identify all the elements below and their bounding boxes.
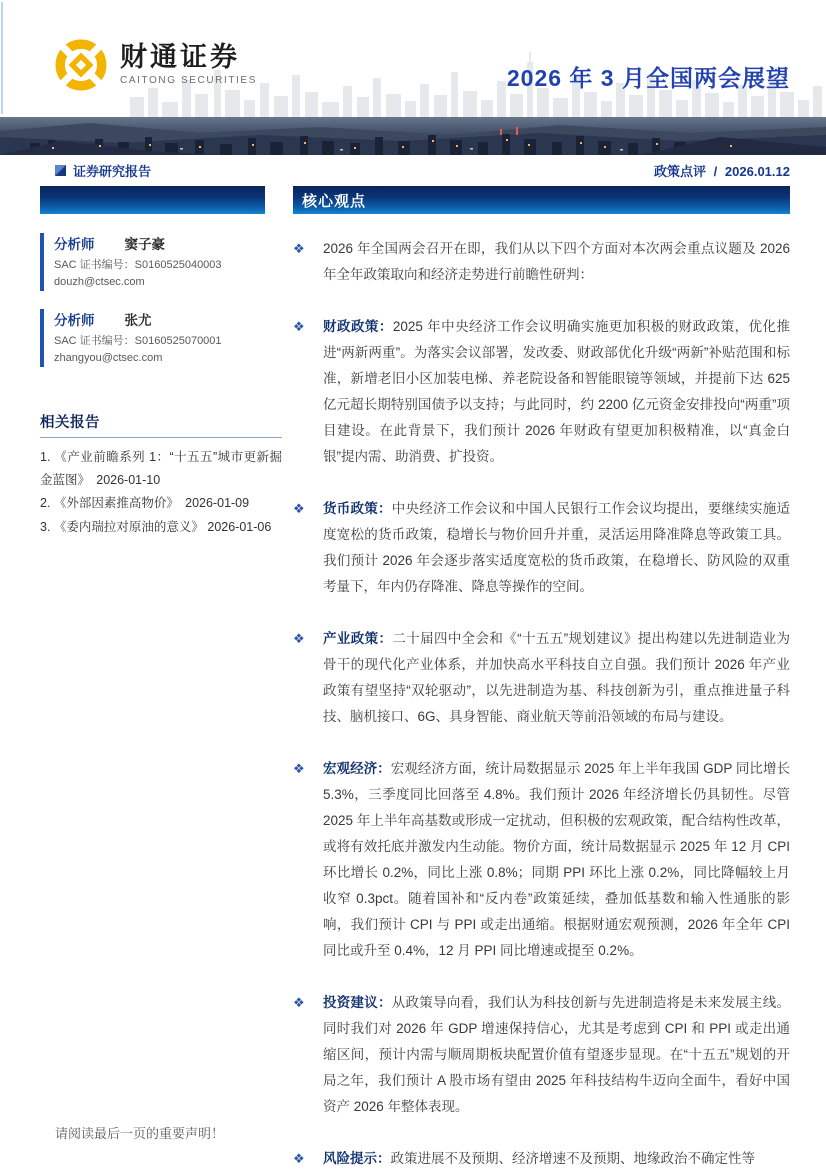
bullet-monetary-policy bbox=[293, 496, 790, 600]
bullet-text bbox=[323, 626, 790, 730]
report-category-date bbox=[650, 161, 790, 180]
analyst-sac-number: SAC 证书编号：S0160525040003 bbox=[54, 259, 222, 271]
analyst-name: 窦子豪 bbox=[124, 237, 165, 252]
core-view-header-bar bbox=[293, 186, 790, 214]
sidebar-header-bar bbox=[40, 186, 265, 214]
bullet-body-text: 宏观经济方面，统计局数据显示 2025 年上半年我国 GDP 同比增长 5.3%，三季度同比回落至 4.8%。我们预计 2026 年经济增长仍具韧性。尽管 2025 年上半年高基数或形成一定扰动，但积极的宏观政策，配合结构性改革，或将有效托底并激发内生动能。物价方面，统计局数据显示 2025 年 12 月 CPI 环比增长 0.2%，同比上涨 0.8%；同期 PPI 环比上涨 0.2%，同比降幅较上月收窄 0.3pct。随着国补和“反内卷”政策延续，叠加低基数和输入性通胀的影响，我们预计 CPI 与 PPI 或走出通缩。根据财通宏观预测，2026 年全年 CPI 同比或升至 0.4%，12 月 PPI 同比增速或提至 0.2%。 bbox=[323, 761, 791, 958]
diamond-bullet-icon: ❖ bbox=[293, 241, 305, 256]
analyst-name: 张尤 bbox=[124, 313, 152, 329]
section-title: 核心观点 bbox=[302, 192, 367, 210]
bullet-lead: 宏观经济： bbox=[323, 761, 391, 776]
bullet-text bbox=[323, 236, 790, 288]
related-report-item: 2. 《外部因素推高物价》 2026-01-09 bbox=[40, 496, 250, 511]
bullet-risk-warning bbox=[293, 1146, 790, 1169]
bullet-lead: 产业政策： bbox=[323, 631, 393, 646]
bullet-body-text: 2026 年全国两会召开在即，我们从以下四个方面对本次两会重点议题及 2026 年全年政策取向和经济走势进行前瞻性研判： bbox=[323, 241, 790, 282]
report-type bbox=[55, 161, 151, 180]
company-logo bbox=[54, 38, 257, 92]
diamond-bullet-icon: ❖ bbox=[293, 631, 305, 646]
diamond-bullet-icon: ❖ bbox=[293, 995, 305, 1010]
logo-text bbox=[120, 44, 257, 86]
analyst-role-label: 分析师 bbox=[54, 313, 95, 329]
logo-name-en: CAITONG SECURITIES bbox=[120, 75, 257, 86]
analyst-card bbox=[40, 309, 282, 367]
bullet-body-text: 2025 年中央经济工作会议明确实施更加积极的财政政策，优化推进“两新两重”。为落实会议部署，发改委、财政部优化升级“两新”补贴范围和标准，新增老旧小区加装电梯、养老院设备和智能眼镜等领域，并提前下达 625 亿元超长期特别国债予以支持；与此同时，约 2200 亿元资金安排投向“两重”项目建设。在此背景下，我们预计 2026 年财政有望更加积极精准，以“真金白银”提内需、助消费、扩投资。 bbox=[323, 319, 790, 464]
analyst-role-label: 分析师 bbox=[54, 237, 95, 252]
bullet-investment-advice bbox=[293, 990, 790, 1120]
sidebar bbox=[40, 233, 282, 539]
bullet-body-text: 政策进展不及预期、经济增速不及预期、地缘政治不确定性等 bbox=[390, 1151, 755, 1166]
report-type-label: 证券研究报告 bbox=[73, 164, 152, 179]
separator: / bbox=[713, 164, 718, 179]
bullet-lead: 风险提示： bbox=[323, 1151, 391, 1166]
caitong-emblem-icon bbox=[54, 38, 108, 92]
related-report-item: 3. 《委内瑞拉对原油的意义》 2026-01-06 bbox=[40, 519, 272, 534]
related-report-item: 1. 《产业前瞻系列 1：“十五五”城市更新掘金蓝图》 2026-01-10 bbox=[40, 450, 282, 488]
bullet-body-text: 二十届四中全会和《“十五五”规划建议》提出构建以先进制造业为骨干的现代化产业体系，并加快高水平科技自立自强。我们预计 2026 年产业政策有望坚持“双轮驱动”，以先进制造为基、科技创新为引，重点推进量子科技、脑机接口、6G、具身智能、商业航天等前沿领域的布局与建设。 bbox=[323, 631, 790, 724]
diamond-bullet-icon: ❖ bbox=[293, 501, 305, 516]
bullet-fiscal-policy bbox=[293, 314, 790, 470]
bullet-body-text: 中央经济工作会议和中国人民银行工作会议均提出，要继续实施适度宽松的货币政策，稳增长与物价回升并重，灵活运用降准降息等政策工具。我们预计 2026 年会逐步落实适度宽松的货币政策，在稳增长、防风险的双重考量下，年内仍存降准、降息等操作的空间。 bbox=[323, 501, 791, 594]
analyst-sac-number: SAC 证书编号：S0160525070001 bbox=[54, 335, 222, 348]
report-date: 2026.01.12 bbox=[724, 164, 790, 179]
bullet-lead: 投资建议： bbox=[323, 995, 392, 1010]
report-title: 2026 年 3 月全国两会展望 bbox=[506, 65, 790, 91]
bullet-text bbox=[323, 314, 790, 470]
related-reports bbox=[40, 411, 282, 539]
diamond-bullet-icon: ❖ bbox=[293, 319, 305, 334]
category-label: 政策点评 bbox=[654, 164, 707, 179]
diamond-bullet-icon: ❖ bbox=[293, 761, 305, 776]
bullet-lead: 财政政策： bbox=[323, 319, 393, 334]
bullet-industrial-policy bbox=[293, 626, 790, 730]
footer-disclaimer: 请阅读最后一页的重要声明！ bbox=[55, 1126, 225, 1141]
bullet-macro-economy bbox=[293, 756, 790, 964]
related-reports-title: 相关报告 bbox=[40, 411, 282, 438]
bullet-intro bbox=[293, 236, 790, 288]
analyst-email: zhangyou@ctsec.com bbox=[54, 352, 163, 365]
core-views-content bbox=[293, 236, 790, 1169]
bullet-text bbox=[323, 756, 790, 964]
bullet-text bbox=[323, 990, 790, 1120]
bullet-text bbox=[323, 1146, 790, 1169]
bullet-text bbox=[323, 496, 790, 600]
cityscape-graphic bbox=[0, 117, 826, 155]
bullet-lead: 货币政策： bbox=[323, 501, 392, 516]
related-reports-list bbox=[40, 446, 282, 539]
bullet-body-text: 从政策导向看，我们认为科技创新与先进制造将是未来发展主线。同时我们对 2026 年 GDP 增速保持信心，尤其是考虑到 CPI 和 PPI 或走出通缩区间，预计内需与顺周期板块配置价值有望逐步显现。在“十五五”规划的开局之年，我们预计 A 股市场有望由 2025 年科技结构牛迈向全面牛，看好中国资产 2026 年整体表现。 bbox=[323, 995, 791, 1114]
cityscape-banner-image bbox=[0, 117, 826, 155]
analyst-email: douzh@ctsec.com bbox=[54, 276, 145, 289]
analyst-card bbox=[40, 233, 282, 291]
diamond-bullet-icon: ❖ bbox=[293, 1151, 305, 1166]
logo-name-cn: 财通证券 bbox=[120, 42, 240, 73]
square-bullet-icon bbox=[55, 165, 66, 176]
page-edge-line bbox=[1, 2, 3, 114]
meta-row bbox=[55, 161, 790, 180]
